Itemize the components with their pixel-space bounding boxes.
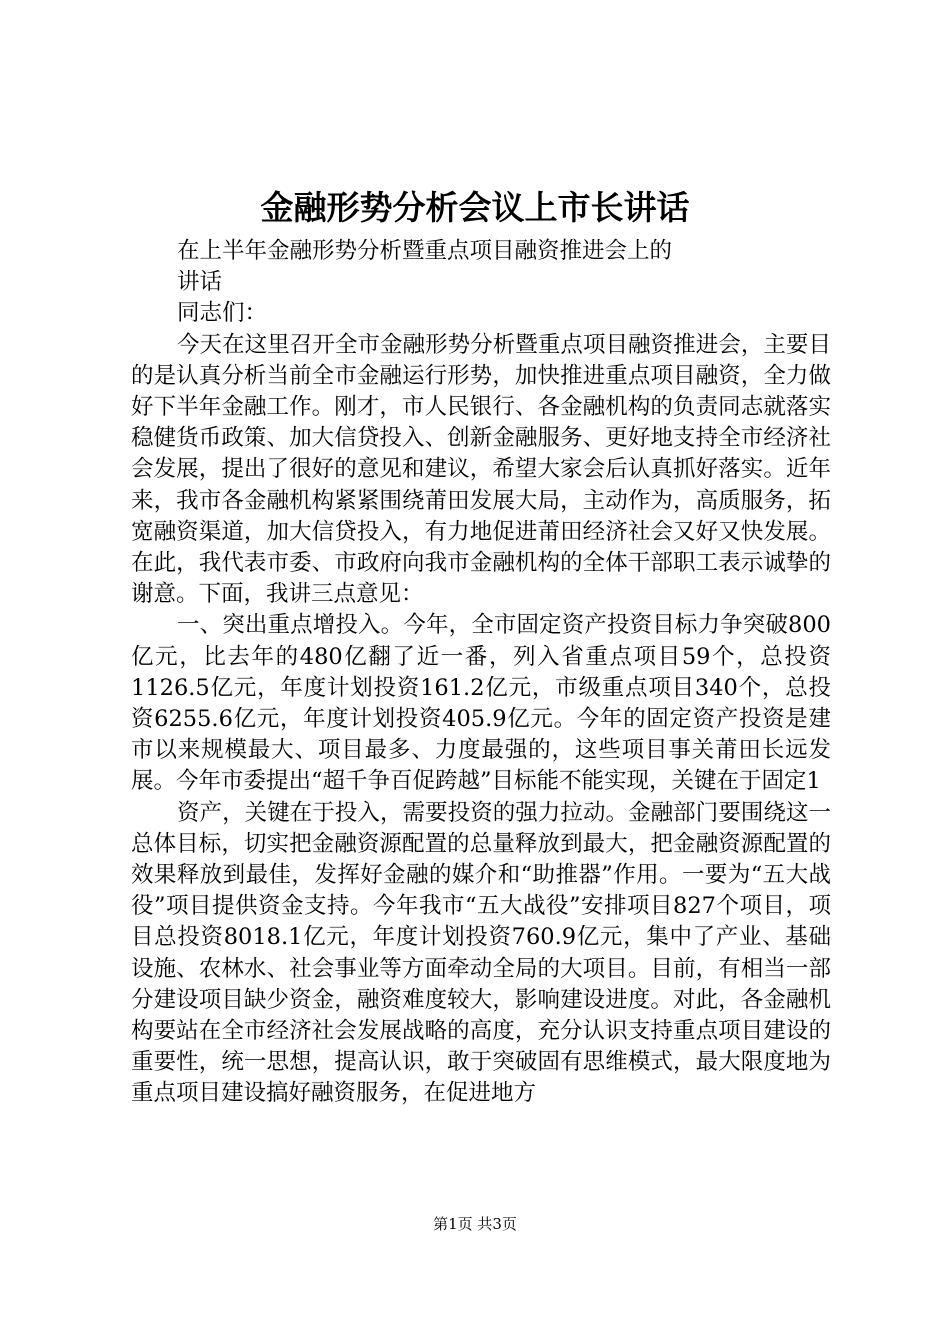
paragraph-intro: 今天在这里召开全市金融形势分析暨重点项目融资推进会，主要目的是认真分析当前全市金融运行形势，加快推进重点项目融资，全力做好下半年金融工作。刚才，市人民银行、各金融机构的负责同志就落实稳健货币政策、加大信贷投入、创新金融服务、更好地支持全市经济社会发展，提出了很好的意见和建议，希望大家会后认真抓好落实。近年来，我市各金融机构紧紧围绕莆田发展大局，主动作为，高质服务，拓宽融资渠道，加大信贷投入，有力地促进莆田经济社会又好又快发展。在此，我代表市委、市政府向我市金融机构的全体干部职工表示诚挚的谢意。下面，我讲三点意见： [131, 331, 831, 608]
salutation: 同志们： [177, 300, 268, 327]
page-footer: 第1页 共3页 [433, 1215, 517, 1233]
page-title: 金融形势分析会议上市长讲话 [260, 188, 690, 227]
document-body [131, 236, 831, 1110]
paragraph-continuation: 资产，关键在于投入，需要投资的强力拉动。金融部门要围绕这一总体目标，切实把金融资源配置的总量释放到最大，把金融资源配置的效果释放到最佳，发挥好金融的媒介和“助推器”作用。一要为“五大战役”项目提供资金支持。今年我市“五大战役”安排项目827个项目，项目总投资8018.1亿元，年度计划投资760.9亿元，集中了产业、基础设施、农林水、社会事业等方面牵动全局的大项目。目前，有相当一部分建设项目缺少资金，融资难度较大，影响建设进度。对此，各金融机构要站在全市经济社会发展战略的高度，充分认识支持重点项目建设的重要性，统一思想，提高认识，敢于突破固有思维模式，最大限度地为重点项目建设搞好融资服务，在促进地方 [131, 799, 831, 1107]
speech-subtitle: 在上半年金融形势分析暨重点项目融资推进会上的讲话 [177, 238, 673, 296]
paragraph-point-one: 一、突出重点增投入。今年，全市固定资产投资目标力争突破800亿元，比去年的480亿翻了近一番，列入省重点项目59个，总投资1126.5亿元，年度计划投资161.2亿元，市级重点项目340个，总投资6255.6亿元，年度计划投资405.9亿元。今年的固定资产投资是建市以来规模最大、项目最多、力度最强的，这些项目事关莆田长远发展。今年市委提出“超千争百促跨越”目标能不能实现，关键在于固定1 [131, 612, 831, 795]
